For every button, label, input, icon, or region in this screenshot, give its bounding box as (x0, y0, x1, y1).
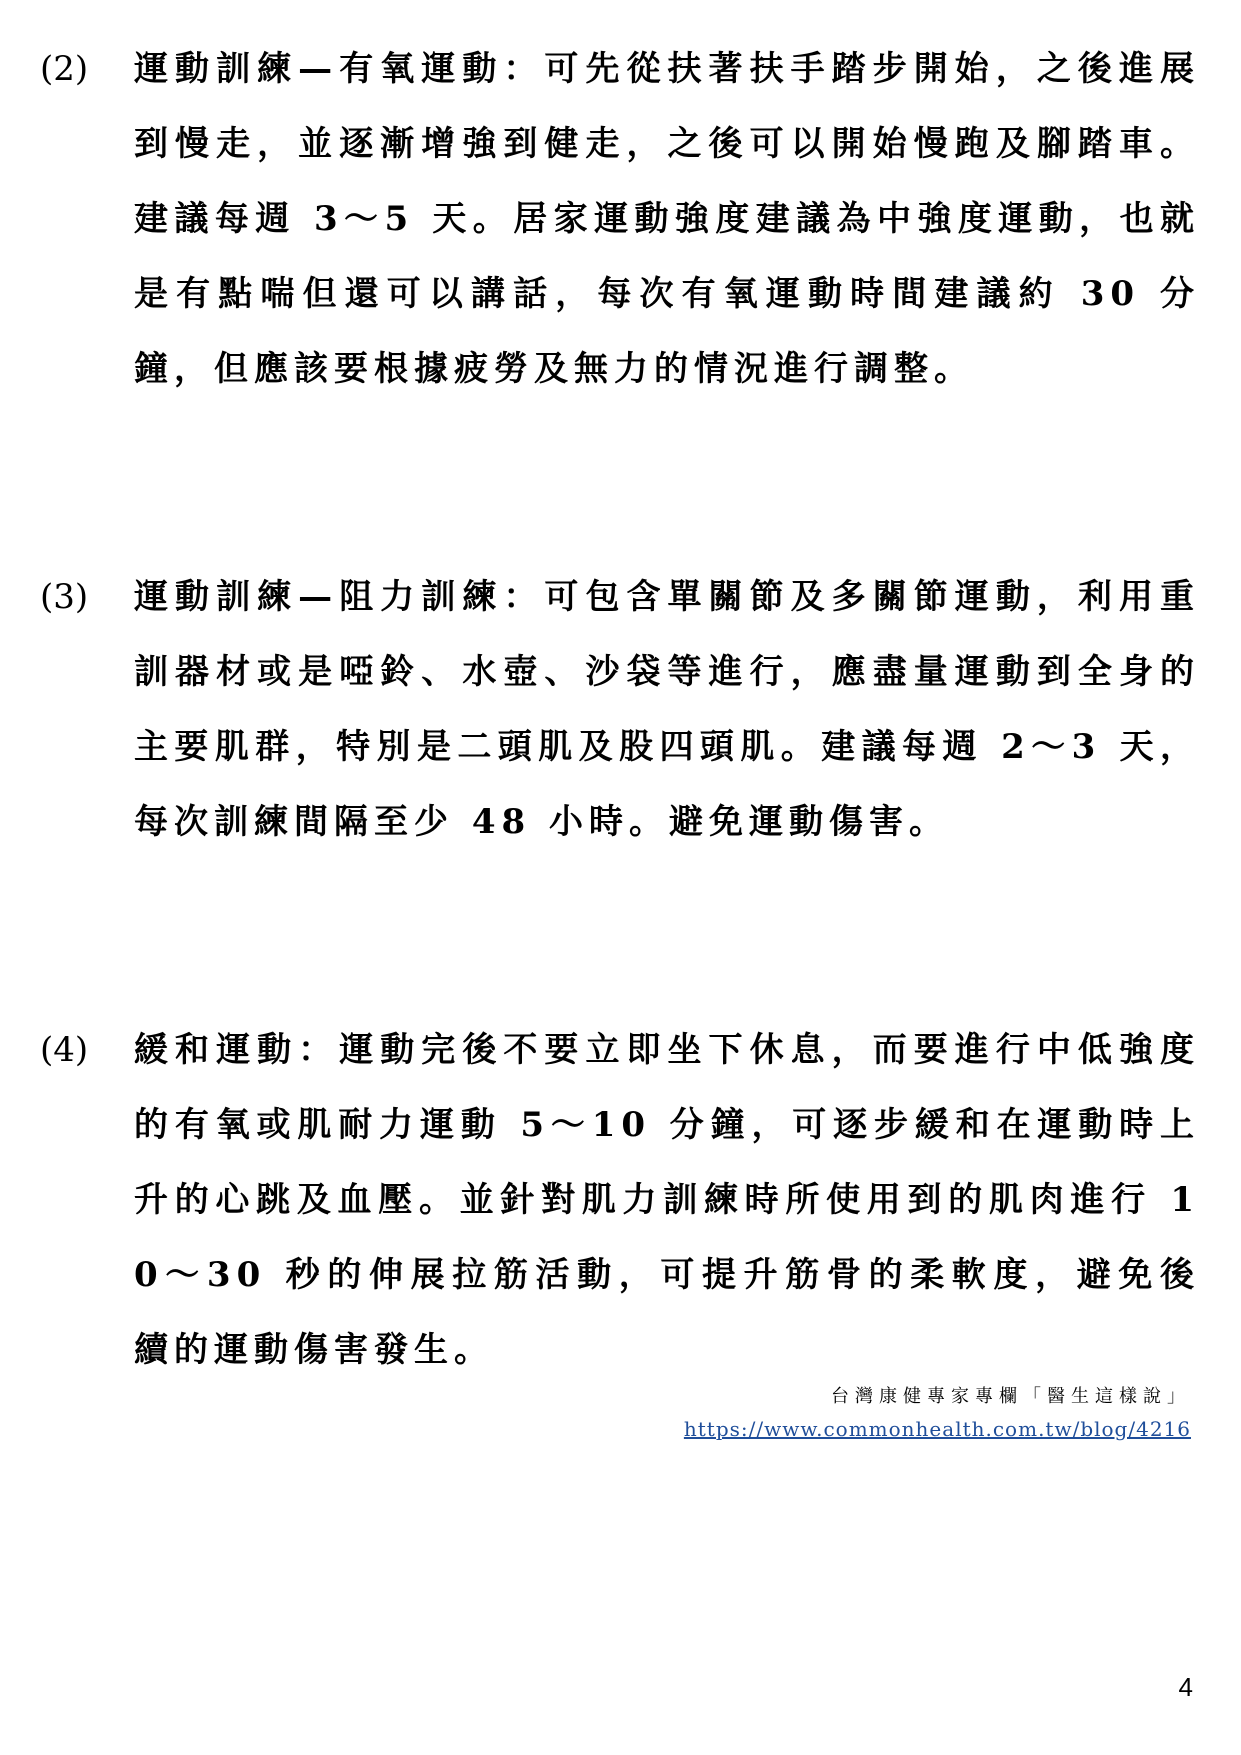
item-text: 運動訓練—有氧運動：可先從扶著扶手踏步開始，之後進展到慢走，並逐漸增強到健走，之後可以開始慢跑及腳踏車。建議每週 3～5 天。居家運動強度建議為中強度運動，也就是有點喘但還可以講話，每次有氧運動時間建議約 30 分鐘，但應該要根據疲勞及無力的情況進行調整。 (134, 49, 1200, 389)
item-text: 運動訓練—阻力訓練：可包含單關節及多關節運動，利用重訓器材或是啞鈴、水壺、沙袋等進行，應盡量運動到全身的主要肌群，特別是二頭肌及股四頭肌。建議每週 2～3 天，每次訓練間隔至少 48 小時。避免運動傷害。 (134, 577, 1200, 842)
item-marker: (4) (40, 1030, 89, 1070)
page-number: 4 (1178, 1672, 1193, 1702)
list-item-2 (40, 32, 1200, 407)
item-marker: (3) (40, 577, 89, 617)
source-link[interactable]: https://www.commonhealth.com.tw/blog/4216 (683, 1417, 1191, 1441)
item-marker: (2) (40, 49, 89, 89)
source-citation (684, 1382, 1191, 1446)
source-name: 台灣康健專家專欄「醫生這樣說」 (831, 1386, 1191, 1407)
list-item-3 (40, 560, 1200, 860)
list-item-4 (40, 1013, 1200, 1388)
item-text: 緩和運動：運動完後不要立即坐下休息，而要進行中低強度的有氧或肌耐力運動 5～10 分鐘，可逐步緩和在運動時上升的心跳及血壓。並針對肌力訓練時所使用到的肌肉進行 10～30 秒的伸展拉筋活動，可提升筋骨的柔軟度，避免後續的運動傷害發生。 (134, 1030, 1200, 1370)
